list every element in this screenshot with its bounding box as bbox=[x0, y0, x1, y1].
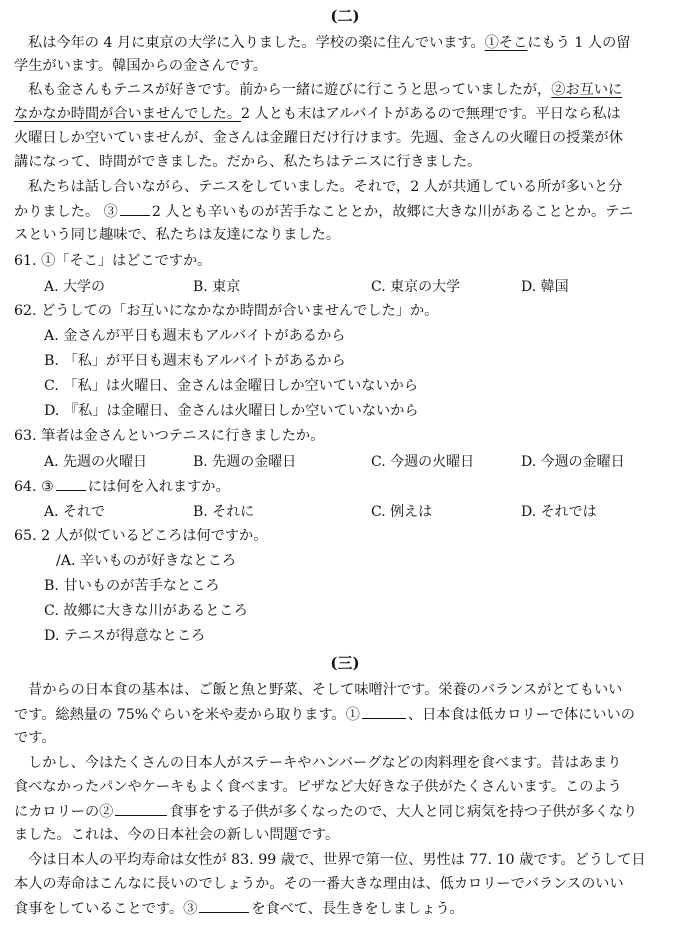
option-64-a[interactable]: A. それで bbox=[44, 504, 106, 520]
question-65: 65. 2 人が似ているどころは何ですか。 bbox=[14, 528, 268, 544]
passage-3-line: です。総熱量の 75%ぐらいを米や麦から取ります。① 、日本食は低カロリーで体にいいの bbox=[0, 704, 690, 725]
underlined-phrase-2b: なかなか時間が合いませんでした。 bbox=[14, 106, 242, 122]
section-3-title: (三) bbox=[330, 654, 360, 672]
options-64 bbox=[0, 501, 690, 521]
option-62-d[interactable]: D. 『私」は金曜日、金さんは火曜日しか空いていないから bbox=[44, 403, 419, 419]
question-63: 63. 筆者は金さんといつテニスに行きましたか。 bbox=[14, 428, 325, 444]
option-63-b[interactable]: B. 先週の金曜日 bbox=[193, 454, 297, 470]
passage-3-line: 食事をしていることです。③ を食べて、長生きをしましょう。 bbox=[0, 898, 690, 919]
option-61-c[interactable]: C. 東京の大学 bbox=[371, 279, 461, 295]
option-61-a[interactable]: A. 大学の bbox=[44, 279, 106, 295]
option-64-c[interactable]: C. 例えは bbox=[371, 504, 433, 520]
underlined-phrase-2: ②お互いに bbox=[551, 82, 623, 98]
option-64-d[interactable]: D. それでは bbox=[521, 504, 597, 520]
option-62-a[interactable]: A. 金さんが平日も週末もアルバイトがあるから bbox=[44, 328, 346, 344]
option-63-a[interactable]: A. 先週の火曜日 bbox=[44, 454, 148, 470]
section-2-title: (二) bbox=[330, 7, 360, 25]
passage-2-line: 講になって、時間ができました。だから、私たちはテニスに行きました。 bbox=[14, 154, 482, 170]
option-61-b[interactable]: B. 東京 bbox=[193, 279, 241, 295]
passage-3-line: 本人の寿命はこんなに長いのでしょうか。その一番大きな理由は、低カロリーでバランスのいい bbox=[14, 876, 624, 892]
blank-2 bbox=[115, 801, 167, 816]
passage-2-line: かりました。 ③ 2 人とも辛いものが苦手なこととか，故郷に大きな川があることとか。テニ bbox=[0, 201, 690, 222]
question-61: 61. ①「そこ」はどこですか。 bbox=[14, 253, 212, 269]
options-63 bbox=[0, 451, 690, 471]
passage-3-line: しかし、今はたくさんの日本人がステーキやハンバーグなどの肉料理を食べます。昔はあまり bbox=[28, 755, 622, 771]
blank-64 bbox=[56, 476, 86, 491]
blank-1 bbox=[362, 704, 406, 719]
passage-2-line: 私は今年の 4 月に東京の大学に入りました。学校の楽に住んでいます。①そこにもう 1 人の留 bbox=[28, 35, 631, 51]
option-62-c[interactable]: C. 「私」は火曜日、金さんは金曜日しか空いていないから bbox=[44, 378, 419, 394]
passage-3-line: 食べなかったパンやケーキもよく食べます。ピザなど大好きな子供がたくさんいます。このよう bbox=[14, 779, 622, 795]
question-64: 64. ③ には何を入れますか。 bbox=[0, 476, 690, 497]
passage-2-line: 私も金さんもテニスが好きです。前から一緒に遊びに行こうと思っていましたが，②お互いに bbox=[28, 82, 623, 98]
blank-3b bbox=[199, 898, 249, 913]
option-64-b[interactable]: B. それに bbox=[193, 504, 255, 520]
option-65-d[interactable]: D. テニスが得意なところ bbox=[44, 628, 206, 644]
passage-2-line: 火曜日しか空いていませんが、金さんは金躍日だけ行けます。先週、金さんの火曜日の授業が休 bbox=[14, 130, 623, 146]
option-62-b[interactable]: B. 「私」が平日も週末もアルバイトがあるから bbox=[44, 353, 346, 369]
passage-2-line: 私たちは話し合いながら、テニスをしていました。それで，2 人が共通している所が多いと分 bbox=[28, 179, 623, 195]
options-61 bbox=[0, 276, 690, 296]
option-61-d[interactable]: D. 韓国 bbox=[521, 279, 569, 295]
blank-3 bbox=[120, 201, 150, 216]
passage-3-line: 昔からの日本食の基本は、ご飯と魚と野菜、そして味噌汁です。栄養のバランスがとてもいい bbox=[28, 682, 623, 698]
passage-2-line: 学生がいます。韓国からの金さんです。 bbox=[14, 58, 268, 74]
question-62: 62. どうしての「お互いになかなか時間が合いませんでした」か。 bbox=[14, 303, 439, 319]
option-65-a[interactable]: /A. 辛いものが好きなところ bbox=[56, 553, 237, 569]
passage-3-line: です。 bbox=[14, 730, 56, 746]
option-63-d[interactable]: D. 今週の金曜日 bbox=[521, 454, 625, 470]
passage-2-line: なかなか時間が合いませんでした。2 人とも末はアルバイトがあるので無理です。平日なら私は bbox=[14, 106, 621, 122]
passage-3-line: にカロリーの② 食事をする子供が多くなったので、大人と同じ病気を持つ子供が多くなり bbox=[0, 801, 690, 822]
passage-3-line: ました。これは、今の日本社会の新しい問題です。 bbox=[14, 827, 340, 843]
option-65-c[interactable]: C. 故郷に大きな川があるところ bbox=[44, 603, 248, 619]
option-63-c[interactable]: C. 今週の火曜日 bbox=[371, 454, 475, 470]
passage-3-line: 今は日本人の平均寿命は女性が 83. 99 歳で、世界で第一位、男性は 77. 10 歳です。どうして日 bbox=[28, 852, 646, 868]
passage-2-line: スという同じ趣味で、私たちは友達になりました。 bbox=[14, 227, 341, 243]
option-65-b[interactable]: B. 甘いものが苦手なところ bbox=[44, 578, 220, 594]
underlined-phrase-1: ①そこ bbox=[484, 35, 528, 51]
